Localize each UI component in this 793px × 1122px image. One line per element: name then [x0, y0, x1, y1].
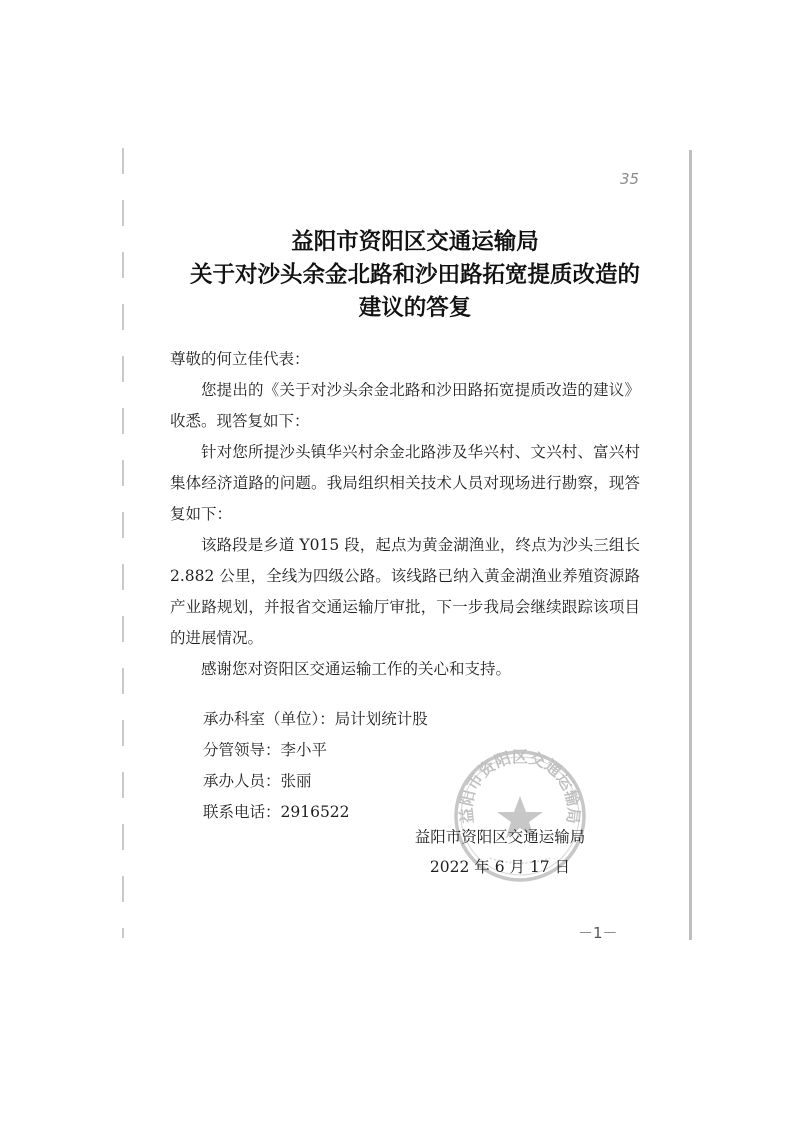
paragraph-4: 感谢您对资阳区交通运输工作的关心和支持。: [201, 660, 512, 678]
scan-left-edge: [122, 148, 124, 938]
contact-info: [203, 704, 428, 828]
info-leader: 分管领导：李小平: [203, 741, 328, 759]
paragraph-2: 针对您所提沙头镇华兴村余金北路涉及华兴村、文兴村、富兴村集体经济道路的问题。我局组织相关技术人员对现场进行勘察，现答复如下：: [170, 443, 640, 523]
document-title: [150, 226, 680, 325]
handwritten-note: 35: [620, 170, 640, 188]
page-number: －1－: [578, 924, 618, 942]
signature-date: 2022 年 6 月 17 日: [429, 858, 571, 876]
letter-body: [170, 344, 640, 685]
svg-text:益阳市资阳区交通运输局: 益阳市资阳区交通运输局: [456, 747, 584, 825]
title-line-3: 建议的答复: [358, 295, 472, 321]
info-phone: 联系电话：2916522: [203, 803, 350, 821]
salutation: 尊敬的何立佳代表：: [170, 350, 310, 368]
signature-org: 益阳市资阳区交通运输局: [414, 828, 586, 846]
signature-block: [400, 822, 600, 882]
title-line-1: 益阳市资阳区交通运输局: [291, 229, 539, 255]
scan-right-edge: [689, 150, 692, 940]
title-line-2: 关于对沙头余金北路和沙田路拓宽提质改造的: [189, 262, 640, 288]
info-department: 承办科室（单位）：局计划统计股: [203, 710, 428, 728]
paragraph-3: 该路段是乡道 Y015 段，起点为黄金湖渔业，终点为沙头三组长 2.882 公里，全线为四级公路。该线路已纳入黄金湖渔业养殖资源路产业路规划，并报省交通运输厅审批，下一步我局会继续跟踪该项目的进展情况。: [170, 536, 640, 647]
info-handler: 承办人员：张丽: [203, 772, 312, 790]
paragraph-1: 您提出的《关于对沙头余金北路和沙田路拓宽提质改造的建议》收悉。现答复如下：: [170, 381, 640, 430]
